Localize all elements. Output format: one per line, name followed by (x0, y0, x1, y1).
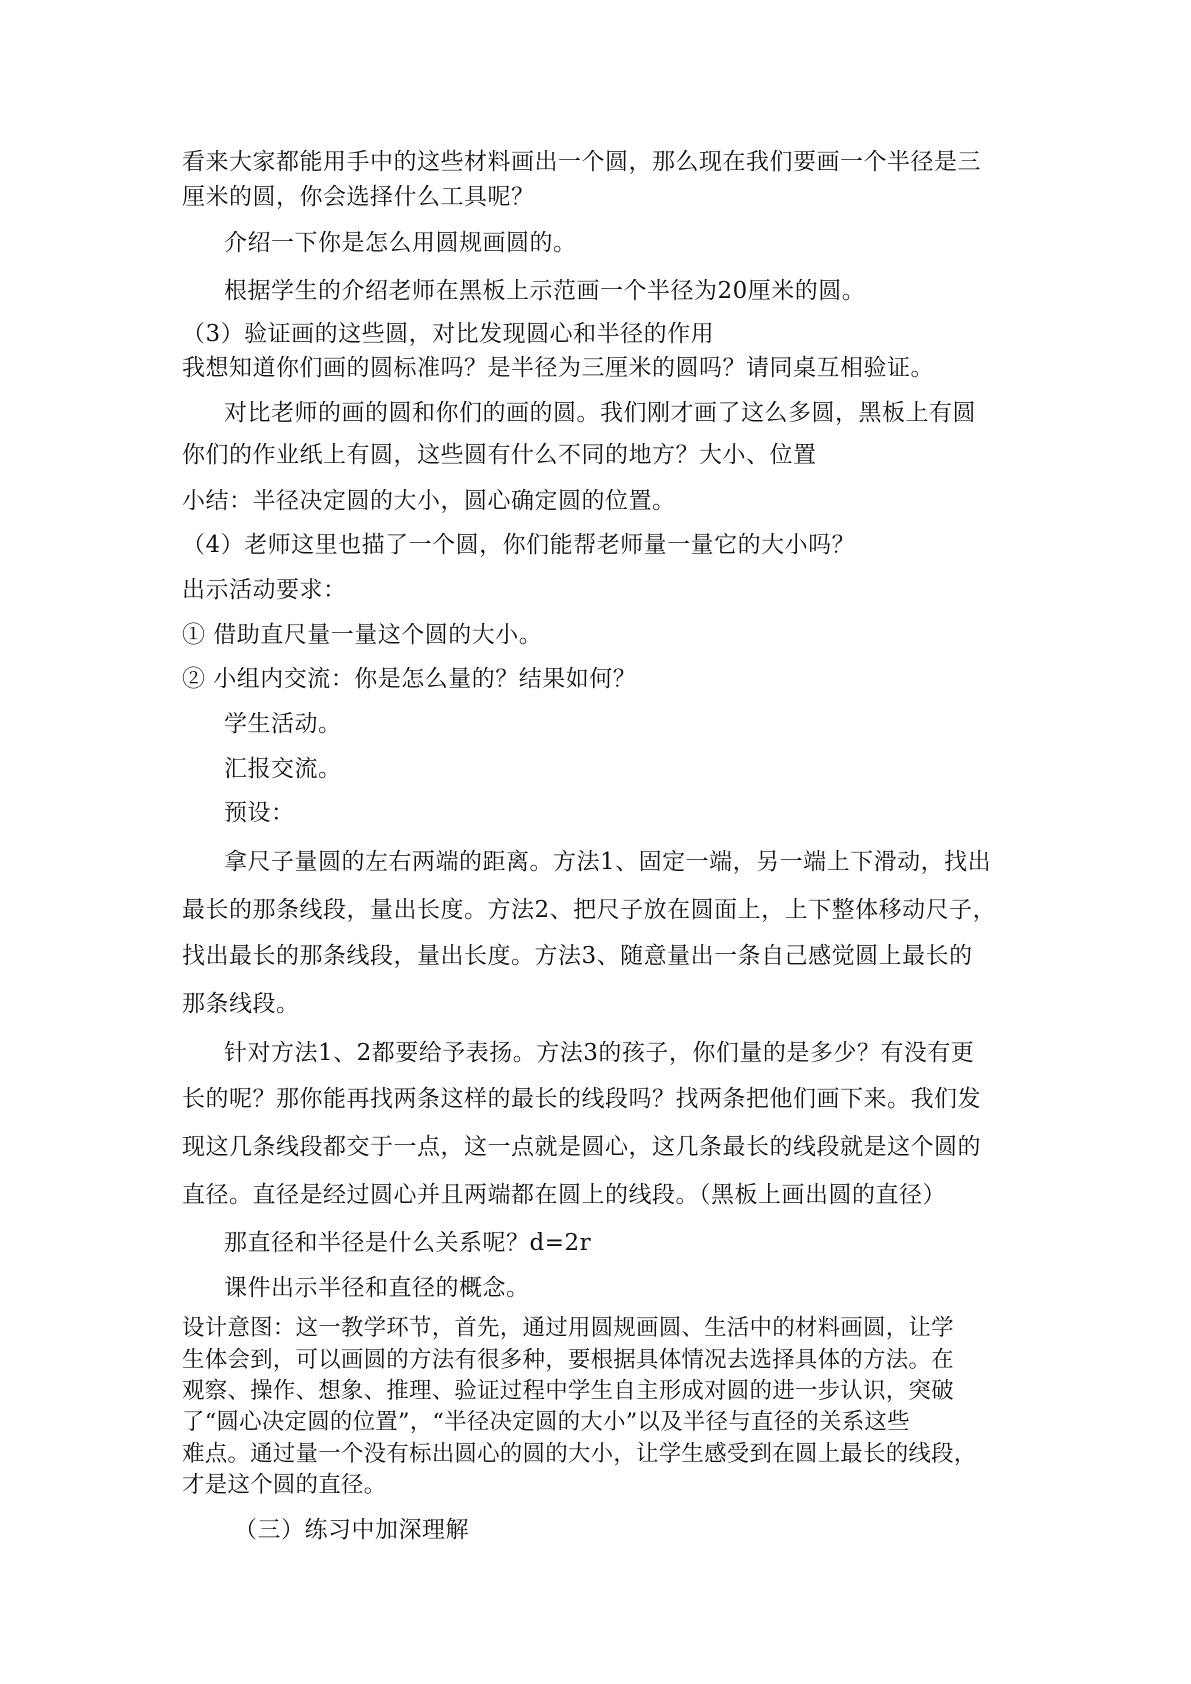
paragraph-line: 对比老师的画的圆和你们的画的圆。我们刚才画了这么多圆，黑板上有圆 (224, 400, 976, 426)
section-heading: （3）验证画的这些圆，对比发现圆心和半径的作用 (182, 321, 715, 347)
paragraph-line: 汇报交流。 (224, 756, 342, 782)
paragraph-line: 学生活动。 (224, 711, 342, 737)
paragraph-line: 看来大家都能用手中的这些材料画出一个圆，那么现在我们要画一个半径是三 (182, 149, 981, 175)
paragraph-line: 直径。直径是经过圆心并且两端都在圆上的线段。（黑板上画出圆的直径） (182, 1182, 946, 1208)
paragraph-line: 现这几条线段都交于一点，这一点就是圆心，这几条最长的线段就是这个圆的 (182, 1134, 981, 1160)
paragraph-line: 那条线段。 (182, 991, 300, 1017)
paragraph-line: 厘米的圆，你会选择什么工具呢？ (182, 184, 535, 210)
design-intent-line: 才是这个圆的直径。 (182, 1472, 387, 1498)
design-intent-line: 生体会到，可以画圆的方法有很多种，要根据具体情况去选择具体的方法。在 (182, 1347, 954, 1373)
paragraph-line: 我想知道你们画的圆标准吗？是半径为三厘米的圆吗？请同桌互相验证。 (182, 355, 934, 381)
paragraph-line: 课件出示半径和直径的概念。 (224, 1275, 530, 1301)
list-item: ① 借助直尺量一量这个圆的大小。 (182, 622, 543, 648)
paragraph-line: 介绍一下你是怎么用圆规画圆的。 (224, 230, 577, 256)
paragraph-line: 长的呢？那你能再找两条这样的最长的线段吗？找两条把他们画下来。我们发 (182, 1086, 981, 1112)
paragraph-line: 出示活动要求： (182, 577, 347, 603)
summary-line: 小结：半径决定圆的大小，圆心确定圆的位置。 (182, 488, 676, 514)
paragraph-line: 那直径和半径是什么关系呢？d=2r (224, 1230, 592, 1256)
design-intent-line: 难点。通过量一个没有标出圆心的圆的大小，让学生感受到在圆上最长的线段， (182, 1441, 977, 1467)
paragraph-line: 拿尺子量圆的左右两端的距离。方法1、固定一端，另一端上下滑动，找出 (224, 849, 992, 875)
paragraph-line: 预设： (224, 800, 295, 826)
section-heading: （4）老师这里也描了一个圆，你们能帮老师量一量它的大小吗？ (182, 532, 856, 558)
design-intent-line: 观察、操作、想象、推理、验证过程中学生自主形成对圆的进一步认识，突破 (182, 1378, 954, 1404)
paragraph-line: 最长的那条线段，量出长度。方法2、把尺子放在圆面上，上下整体移动尺子， (182, 897, 997, 923)
paragraph-line: 根据学生的介绍老师在黑板上示范画一个半径为20厘米的圆。 (224, 278, 866, 304)
design-intent-line: 设计意图：这一教学环节，首先，通过用圆规画圆、生活中的材料画圆，让学 (182, 1315, 954, 1341)
list-item: ② 小组内交流：你是怎么量的？结果如何？ (182, 666, 637, 692)
design-intent-line: 了“圆心决定圆的位置”，“半径决定圆的大小”以及半径与直径的关系这些 (182, 1409, 910, 1435)
paragraph-line: 找出最长的那条线段，量出长度。方法3、随意量出一条自己感觉圆上最长的 (182, 943, 973, 969)
paragraph-line: 针对方法1、2都要给予表扬。方法3的孩子，你们量的是多少？有没有更 (224, 1040, 975, 1066)
section-heading: （三）练习中加深理解 (234, 1517, 469, 1543)
paragraph-line: 你们的作业纸上有圆，这些圆有什么不同的地方？大小、位置 (182, 442, 817, 468)
